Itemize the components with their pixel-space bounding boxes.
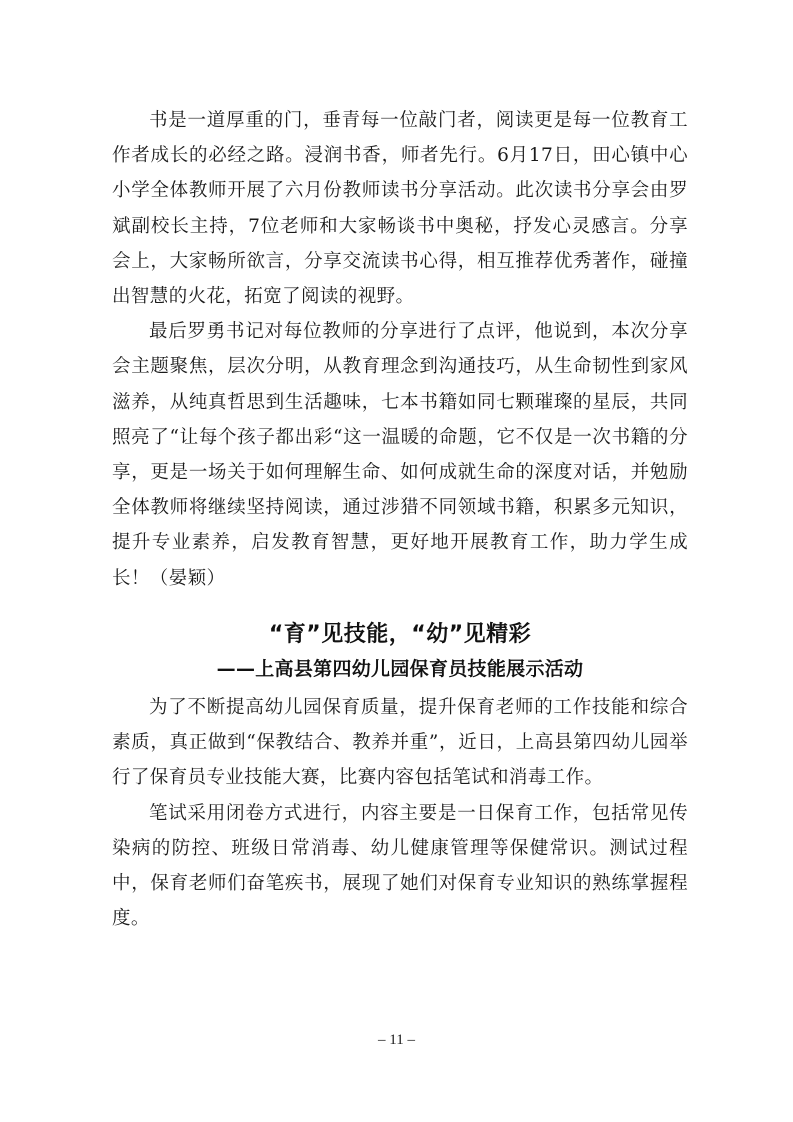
article-title: “育”见技能，“幼”见精彩 — [268, 622, 532, 647]
article-paragraph: 为了不断提高幼儿园保育质量，提升保育老师的工作技能和综合素质，真正做到“保教结合、教养并重”，近日，上高县第四幼儿园举行了保育员专业技能大赛，比赛内容包括笔试和消毒工作。 — [112, 697, 688, 789]
article-paragraph: 最后罗勇书记对每位教师的分享进行了点评，他说到，本次分享会主题聚焦，层次分明，从教育理念到沟通技巧，从生命韧性到家风滋养，从纯真哲思到生活趣味，七本书籍如同七颗璀璨的星辰，共同照亮了“让每个孩子都出彩“这一温暖的命题，它不仅是一次书籍的分享，更是一场关于如何理解生命、如何成就生命的深度对话，并勉励全体教师将继续坚持阅读，通过涉猎不同领域书籍，积累多元知识，提升专业素养，启发教育智慧，更好地开展教育工作，助力学生成长！（晏颖） — [112, 321, 688, 589]
article-paragraph: 书是一道厚重的门，垂青每一位敲门者，阅读更是每一位教育工作者成长的必经之路。浸润书香，师者先行。6月17日，田心镇中心小学全体教师开展了六月份教师读书分享活动。此次读书分享会由罗斌副校长主持，7位老师和大家畅谈书中奥秘，抒发心灵感言。分享会上，大家畅所欲言，分享交流读书心得，相互推荐优秀著作，碰撞出智慧的火花，拓宽了阅读的视野。 — [112, 110, 688, 308]
page-number: – 11 – — [378, 1032, 415, 1048]
reading-sharing-article — [112, 103, 688, 596]
article-paragraph: 笔试采用闭卷方式进行，内容主要是一日保育工作，包括常见传染病的防控、班级日常消毒、幼儿健康管理等保健常识。测试过程中，保育老师们奋笔疾书，展现了她们对保育专业知识的熟练掌握程度。 — [112, 802, 688, 930]
article-subtitle: ——上高县第四幼儿园保育员技能展示活动 — [216, 658, 584, 680]
kindergarten-skills-article — [112, 690, 688, 936]
